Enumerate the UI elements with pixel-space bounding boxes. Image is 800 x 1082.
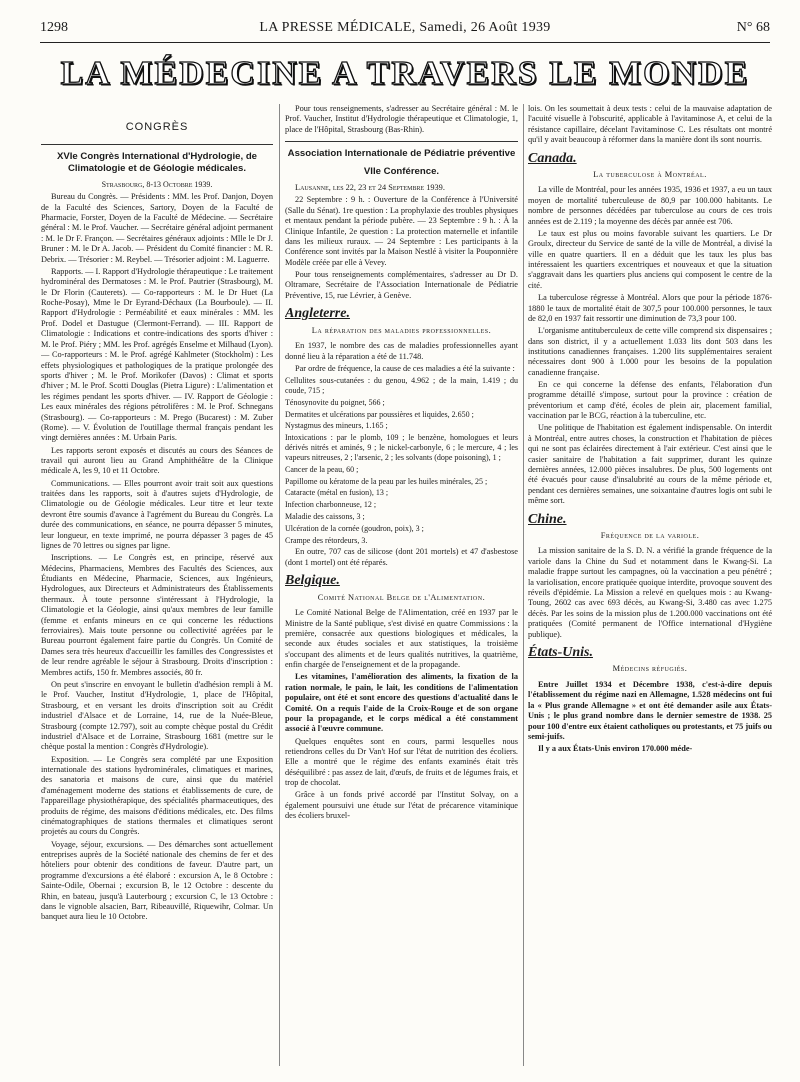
paragraph: Entre Juillet 1934 et Décembre 1938, c'est-à-dire depuis l'établissement du régime nazi en Allemagne, 1.528 médecins ont fui la « Plus grande Allemagne » et ont été demander asile aux États-Unis ; le plus grand nombre dans le dernier semestre de 1938. 25 pour 100 d'entre eux étaient catholiques ou protestants, et 75 juifs ou semi-juifs.: [528, 679, 772, 741]
list-item: Crampe des rétordeurs, 3.: [285, 535, 368, 545]
paragraph: En 1937, le nombre des cas de maladies professionnelles ayant donné lieu à la réparation a été de 11.748.: [285, 341, 518, 361]
paragraph: La tuberculose régresse à Montréal. Alors que pour la période 1876-1880 le taux de mortalité était de 307,5 pour 100.000 personnes, le taux de 82,0 en 1937 fait ressortir une diminution de 73,3 pour 100.: [528, 293, 772, 323]
list-item: Cataracte (métal en fusion), 13 ;: [285, 488, 389, 498]
list-item: Papillome ou kératome de la peau par les huiles minérales, 25 ;: [285, 476, 488, 486]
paragraph: Communications. — Elles pourront avoir trait soit aux questions traitées dans les rapports, soit à d'autres sujets d'Hydrologie, de Climatologie ou de Géologie médicales. Leur titre et leur texte devront être soumis d'avance à l'agrément du Bureau du Congrès. La durée des communications, en séance, ne pourra dépasser 5 minutes, leur longueur, en texte imprimé, ne pourra dépasser 3 pages de 45 lignes de 70 lettres ou signes par ligne.: [41, 478, 273, 550]
paragraph: Pour tous renseignements, s'adresser au Secrétaire général : M. le Prof. Vaucher, Institut d'Hydrologie thérapeutique et Climatologie, 1, place de l'Hôpital, Strasbourg (Bas-Rhin).: [285, 104, 518, 134]
list-item: Intoxications : par le plomb, 109 ; le benzène, homologues et leurs dérivés nitrés et aminés, 9 ; le nickel-carbonyle, 6 ; le mercure, 4 ; les vapeurs nitreuses, 2 ; l'arsenic, 2 ; les solvants (dope poisoning), 1 ;: [285, 433, 518, 463]
article-title: Association Internationale de Pédiatrie préventive: [287, 148, 516, 160]
paragraph: Bureau du Congrès. — Présidents : MM. les Prof. Danjon, Doyen de la Faculté des Sciences, Sartory, Doyen de la Faculté de Pharmacie, Forster, Doyen de la Faculté de Médecine. — Secrétaire général : M. le Prof. Vaucher. — Secrétaire général adjoint permanent : M. le Dr F. Françon. — Secrétaires généraux adjoints : Mlle le Dr J. Bruner : M. le Dr A. Jacob. — Président du Comité financier : M. R. Debrix. — Trésorier : M. Reybel. — Trésorier adjoint : M. Laguerre.: [41, 192, 273, 264]
column-divider: [279, 104, 280, 1066]
page-header: [40, 20, 770, 40]
article-title: XVIe Congrès International d'Hydrologie, de Climatologie et de Géologie médicales.: [56, 151, 258, 174]
country-heading-belgique: Belgique.: [285, 573, 340, 589]
paragraph: Par ordre de fréquence, la cause de ces maladies a été la suivante :: [295, 363, 515, 373]
divider: [41, 144, 273, 145]
paragraph: En outre, 707 cas de silicose (dont 201 mortels) et 47 d'asbestose (dont 1 mortel) ont été réparés.: [285, 547, 518, 567]
paragraph: lois. On les soumettait à deux tests : celui de la mauvaise adaptation de l'acuité visuelle à l'obscurité, applicable à l'avitaminose A, et celui de la résistance capillaire, décelant l'avitaminose C. Les résultats ont montré qu'il y avait beaucoup à réformer dans la manière dont ils sont nourris.: [528, 104, 772, 145]
column-divider: [523, 104, 524, 1066]
article-subtitle: VIIe Conférence.: [363, 165, 440, 177]
paragraph: Grâce à un fonds privé accordé par l'Institut Solvay, on a également poursuivi une étude sur l'état de précarence vitaminique des écoliers bruxel-: [285, 790, 518, 821]
list-item: Cellulites sous-cutanées : du genou, 4.962 ; de la main, 1.419 ; du coude, 715 ;: [285, 375, 518, 395]
paragraph: Le Comité National Belge de l'Alimentation, créé en 1937 par le Ministre de la Santé publique, s'est divisé en quatre Commissions : la première, consacrée aux questions biologiques et médicales, la seconde aux études sociales et aux statistiques, la troisième s'occupant des aliments et de leurs qualités nutritives, la quatrième, enfin chargée de l'enseignement et de la propagande.: [285, 608, 518, 670]
dateline: Strasbourg, 8-13 Octobre 1939.: [101, 180, 213, 190]
list-item: Nystagmus des mineurs, 1.165 ;: [285, 421, 388, 431]
section-banner: LA MÉDECINE A TRAVERS LE MONDE: [60, 55, 750, 92]
subheading: Comité National Belge de l'Alimentation.: [317, 592, 486, 602]
dateline: Lausanne, les 22, 23 et 24 Septembre 1939.: [295, 183, 445, 193]
list-item: Ténosynovite du poignet, 566 ;: [285, 397, 385, 407]
list-item: Maladie des caissons, 3 ;: [285, 512, 365, 522]
list-item: Dermatites et ulcérations par poussières et liquides, 2.650 ;: [285, 409, 474, 419]
paragraph: En ce qui concerne la défense des enfants, l'élaboration d'un programme détaillé s'impose, surtout pour la province : création de préventorium et camp d'été, écoles de plein air, placement familial, vaccination par le BCG, réaction à la tuberculine, etc.: [528, 379, 772, 421]
paragraph: Pour tous renseignements complémentaires, s'adresser au Dr D. Oltramare, Secrétaire de l'Association Internationale de Pédiatrie Préventive, 15, rue Lévrier, à Genève.: [285, 270, 518, 300]
country-heading-etats-unis: États-Unis.: [528, 645, 593, 661]
paragraph: Rapports. — I. Rapport d'Hydrologie thérapeutique : Le traitement hydrominéral des Dermatoses : M. le Prof. Pautrier (Strasbourg), M. le Dr Florin (Cauterets). — Co-rapporteurs : M. le Dr Huet (La Roche-Posay), Mme le Dr Eyrand-Déchaux (La Bourboule). — II. Rapport d'Hydrologie : Perméabilité et eaux minérales : MM. les Prof. Dodel et Dastugue (Clermont-Ferrand). — III. Rapport de Climatologie : Indications et contre-indications des sports d'hiver : M. le Prof. Piéry ; MM. les Prof. agrégés Enselme et Milhaud (Lyon). — Co-rapporteurs : M. le Prof. agrégé Kahlmeter (Stockholm) : Les effets physiologiques et pathologiques de la pratique prolongée des sports d'hiver ; M. le Prof. Morikofer (Davos) : Climat et sports d'hiver ; M. le Prof. Scotti Douglas (Pietra Ligure) : L'alimentation et les régimes pendant les sports d'hiver. — IV. Rapport de Géologie : Les eaux minérales des régions pétrolifères : M. le Prof. Schnegans (Strasbourg). — Co-rapporteurs : M. Prego (Bucarest) : M. Zuber (Rome). — V. Évolution de l'outillage thermal français pendant les vingt dernières années : M. Urbain Paris.: [41, 266, 273, 443]
paragraph: L'organisme antituberculeux de cette ville comprend six dispensaires ; dans son district, il y a actuellement 1.033 lits dont 503 dans les institutions canadiennes françaises. 1.200 lits supplémentaires seraient nécessaires dont 900 à 1.000 pour les besoins de la population canadienne française.: [528, 326, 772, 377]
subheading: Fréquence de la variole.: [600, 531, 700, 541]
column-middle: [285, 104, 518, 1066]
list-item: Ulcération de la cornée (goudron, poix), 3 ;: [285, 523, 424, 533]
country-heading-chine: Chine.: [528, 511, 567, 527]
paragraph: Une politique de l'habitation est également indispensable. On interdit à Montréal, entre autres choses, la construction et l'habitation de pièces qui ne sont pas éclairées directement à l'air extérieur. C'est ainsi que le casier sanitaire de l'habitation a fait supprimer, durant les quinze dernières années, 12.000 pièces insalubres. De plus, 500 logements ont été évacués pour cause d'insalubrité au cours de la même période et, pendant ces dernières semaines, une soixantaine d'autres logis ont subi le même sort.: [528, 423, 772, 506]
subheading: Médecins réfugiés.: [612, 664, 688, 674]
list-item: Cancer de la peau, 60 ;: [285, 464, 359, 474]
column-left: [41, 104, 273, 1066]
section-heading-congres: CONGRÈS: [125, 121, 189, 133]
country-heading-canada: Canada.: [528, 150, 577, 166]
paragraph: Il y a aux États-Unis environ 170.000 méde-: [538, 744, 693, 754]
column-right: [528, 104, 772, 1066]
paragraph: Les rapports seront exposés et discutés au cours des Séances de travail qui auront lieu au Grand Amphithéâtre de la Clinique médicale A, les 9, 10 et 11 Octobre.: [41, 445, 273, 476]
subheading: La réparation des maladies professionnelles.: [311, 325, 492, 335]
paragraph: Quelques enquêtes sont en cours, parmi lesquelles nous retiendrons celles du Dr Van't Hof sur l'état de nutrition des écoliers. Elle a montré que le régime des enfants examinés était très déséquilibré : pas assez de lait, d'œufs, de fruits et de légumes frais, et trop de chocolat.: [285, 736, 518, 788]
paragraph: Exposition. — Le Congrès sera complété par une Exposition internationale des stations hydrominérales, climatiques et marines, des sanatoria et maisons de cure, ainsi que du matériel d'aménagement moderne des stations et établissements de cure, de l'appareillage physiothérapique, des spécialités pharmaceutiques, des produits de régime, des maisons d'éditions médicales, etc. Des films cinématographiques de stations thermales et climatiques seront projetés au cours du Congrès.: [41, 754, 273, 837]
divider: [285, 141, 518, 142]
list-item: Infection charbonneuse, 12 ;: [285, 500, 377, 510]
paragraph: Les vitamines, l'amélioration des aliments, la fixation de la ration normale, le pain, le lait, les conditions de l'alimentation populaire, ont été et sont encore des questions d'actualité dans le Comité. On a requis l'aide de la Croix-Rouge et de son organe pour la propagande, et le corps médical a été constamment associé à l'œuvre commune.: [285, 672, 518, 734]
header-rule: [40, 42, 770, 43]
paragraph: Le taux est plus ou moins favorable suivant les quartiers. Le Dr Groulx, directeur du Service de santé de la ville de Montréal, a divisé la ville en quatre quartiers. Il en a déduit que les taux les plus bas intéressaient les quartiers excentriques et nouveaux et que la situation s'aggravait dans les quartiers plus anciens qui composent le centre de la cité.: [528, 228, 772, 290]
country-heading-angleterre: Angleterre.: [285, 306, 350, 322]
paragraph: 22 Septembre : 9 h. : Ouverture de la Conférence à l'Université (Salle du Sénat). 1re question : La prophylaxie des troubles physiques et mentaux pendant la période pubère. — 23 Septembre : 9 h. : À la Clinique Infantile, 2e question : La protection maternelle et infantile dans les milieux ruraux. — 24 Septembre : Les participants à la Conférence sont invités par la Maison Nestlé à visiter la Pouponnière Modèle créée par elle à Vevey.: [285, 195, 518, 267]
paragraph: La ville de Montréal, pour les années 1935, 1936 et 1937, a eu un taux moyen de mortalité tuberculeuse de 80,9 par 100.000 habitants. Le nombre de personnes décédées par tuberculose au cours de ces trois années est de 2.119 ; la moyenne des décès par année est 706.: [528, 185, 772, 226]
issue-number: N° 68: [736, 20, 770, 35]
paragraph: Voyage, séjour, excursions. — Des démarches sont actuellement entreprises auprès de la Société nationale des chemins de fer et des hôteliers pour obtenir des conditions de faveur. D'autre part, un programme d'excursions a été élaboré : excursion A, le 8 Octobre : Sainte-Odile, Obernai ; excursion B, le 12 Octobre : descente du Rhin, en bateau, jusqu'à Lauterbourg ; excursion C, le 13 Octobre : dans le vignoble alsacien, Barr, Ribeauvillé, Riquewihr, Colmar. Un banquet aura lieu le 10 Octobre.: [41, 839, 273, 922]
subheading: La tuberculose à Montréal.: [593, 170, 707, 180]
paragraph: La mission sanitaire de la S. D. N. a vérifié la grande fréquence de la variole dans la Chine du Sud et notamment dans le Kwang-Si. La maladie frappe surtout les campagnes, où la vaccination a peu pénétré ; la variolisation, encore pratiquée quoique interdite, provoque souvent des réveils d'épidémie. La Mission a relevé en quelques mois : au Kwang-Toung, 2602 cas avec 693 décès, au Kwang-Si, 3.480 cas avec 1.275 décès. Par les soins de la mission plus de 1.200.000 vaccinations ont été pratiquées (Comité permanent de l'Office international d'Hygiène publique).: [528, 546, 772, 639]
paragraph: On peut s'inscrire en envoyant le bulletin d'adhésion rempli à M. le Prof. Vaucher, Institut d'Hydrologie, 1, place de l'Hôpital, Strasbourg, et en versant les droits d'inscription soit au Crédit industriel d'Alsace et de Lorraine, 14, rue de la Nuée-Bleue, Strasbourg (compte 12.797), soit au compte chèque postal du Crédit industriel d'Alsace et de Lorraine, Strasbourg 1681 (mettre sur le chèque postal la mention : Congrès d'Hydrologie).: [41, 679, 273, 752]
running-title: LA PRESSE MÉDICALE, Samedi, 26 Août 1939: [259, 20, 551, 35]
paragraph: Inscriptions. — Le Congrès est, en principe, réservé aux Médecins, Pharmaciens, Membres des Facultés des Sciences, aux Étudiants en Médecine, Pharmacie, Sciences, aux Ingénieurs, Hydrologues, aux Directeurs et Administrateurs des Établissements thermaux. À toute personne s'intéressant à l'Hydrologie, la Climatologie et la Géologie, ainsi qu'aux membres de leur famille (femme et enfants mineurs en ce qui concerne les réductions ferroviaires). Mais toute personne ou collectivité agréées par le Bureau pourront également faire partie du Congrès. Un Comité de Dames sera très heureux d'accueillir les familles des Congressistes et de leur rendre agréable le séjour à Strasbourg. Droits d'inscription : Membres actifs, 150 fr. Membres associés, 80 fr.: [41, 553, 273, 677]
disease-list: [285, 376, 518, 546]
page-number: 1298: [40, 20, 68, 35]
